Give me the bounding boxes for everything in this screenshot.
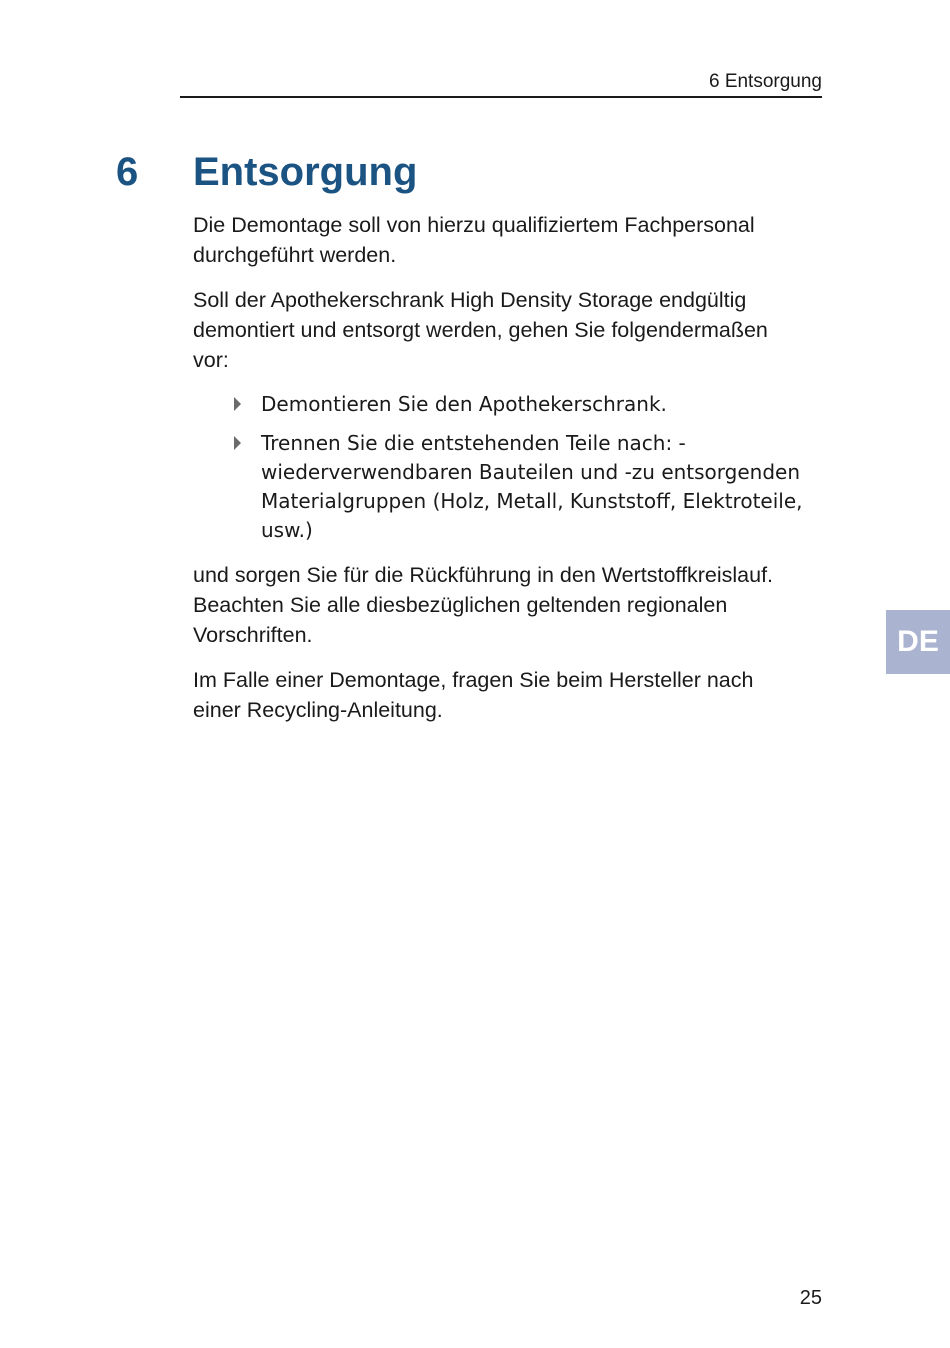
paragraph-procedure: Soll der Apothekerschrank High Density Storage endgültig demontiert und entsorgt werden, gehen Sie folgendermaßen vor:	[193, 288, 768, 372]
triangle-right-icon	[233, 433, 243, 453]
bullet-item-separate	[193, 429, 803, 545]
body-text	[193, 210, 803, 740]
language-tab	[886, 610, 950, 674]
bullet-text: Demontieren Sie den Apothekerschrank.	[261, 392, 667, 416]
bullet-text: Trennen Sie die entstehenden Teile nach: -wiederverwendbaren Bauteilen und -zu entsorgenden Materialgruppen (Holz, Metall, Kunststoff, Elektroteile, usw.)	[261, 431, 803, 542]
chapter-number: 6	[116, 150, 139, 194]
paragraph-recycling: und sorgen Sie für die Rückführung in den Wertstoffkreislauf. Beachten Sie alle diesbezüglichen geltenden regionalen Vorschriften.	[193, 563, 774, 647]
paragraph-intro: Die Demontage soll von hierzu qualifiziertem Fachpersonal durchgeführt werden.	[193, 213, 755, 267]
chapter-title: Entsorgung	[193, 150, 418, 194]
running-header-text: 6 Entsorgung	[708, 71, 822, 92]
triangle-right-icon	[233, 394, 243, 414]
running-header	[180, 70, 822, 98]
page-number: 25	[799, 1287, 822, 1309]
bullet-list	[193, 390, 803, 545]
language-tab-label: DE	[897, 625, 939, 658]
bullet-item-dismantle	[193, 390, 803, 419]
paragraph-manufacturer: Im Falle einer Demontage, fragen Sie beim Hersteller nach einer Recycling-Anleitung.	[193, 668, 754, 722]
